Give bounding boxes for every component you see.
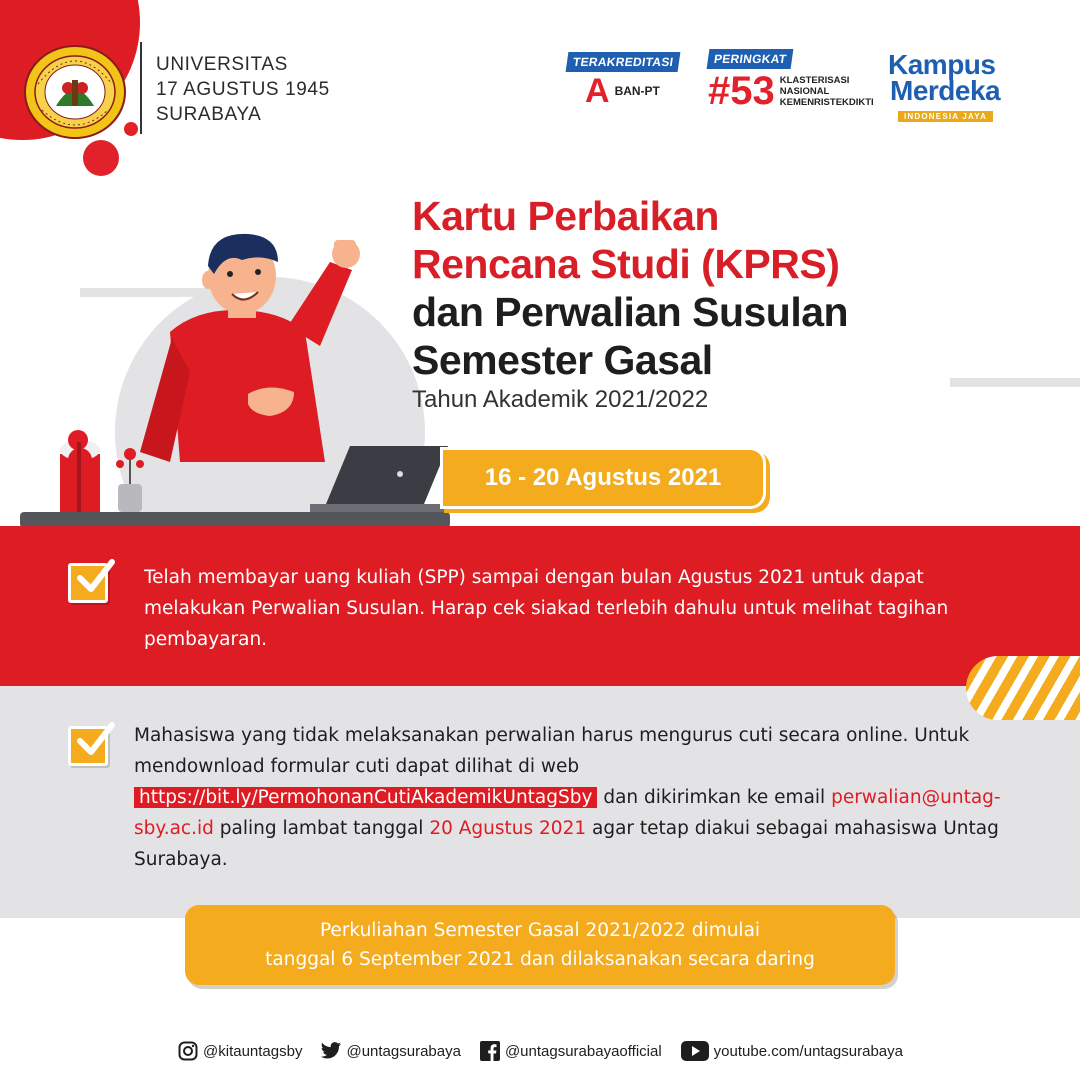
university-name-line: SURABAYA bbox=[156, 104, 262, 125]
instagram-handle: @kitauntagsby bbox=[203, 1042, 303, 1060]
ranking-badge bbox=[708, 48, 874, 113]
logo-divider bbox=[140, 42, 142, 134]
youtube-handle: youtube.com/untagsurabaya bbox=[713, 1042, 903, 1060]
decor-dot bbox=[124, 122, 138, 136]
university-name bbox=[156, 52, 330, 127]
university-name-line: UNIVERSITAS bbox=[156, 54, 288, 75]
twitter-icon bbox=[320, 1040, 342, 1062]
instagram-link[interactable] bbox=[177, 1040, 302, 1062]
accreditation-badge bbox=[567, 52, 679, 108]
requirement-payment-text: Telah membayar uang kuliah (SPP) sampai dengan bulan Agustus 2021 untuk dapat melakukan Perwalian Susulan. Harap cek siakad terlebih dahulu untuk melihat tagihan pembayaran. bbox=[144, 567, 949, 650]
ranking-tag: PERINGKAT bbox=[707, 49, 794, 69]
kampus-merdeka-word: Kampus bbox=[888, 49, 996, 80]
leave-form-link[interactable]: https://bit.ly/PermohonanCutiAkademikUntagSby bbox=[134, 787, 597, 808]
facebook-handle: @untagsurabayaofficial bbox=[504, 1042, 662, 1060]
accreditation-grade: A bbox=[585, 72, 610, 110]
notice-line: tanggal 6 September 2021 dan dilaksanakan secara daring bbox=[265, 949, 815, 970]
accreditation-body: BAN-PT bbox=[614, 83, 660, 98]
kampus-merdeka-word: Merdeka bbox=[890, 75, 1001, 106]
academic-year: Tahun Akademik 2021/2022 bbox=[412, 386, 709, 413]
leave-text-part: agar tetap diakui sebagai mahasiswa Untag Surabaya. bbox=[134, 818, 999, 870]
email-link[interactable]: perwalian@untag-sby.ac.id bbox=[134, 787, 1001, 839]
ranking-value: #53 bbox=[708, 69, 775, 113]
ranking-desc: KEMENRISTEKDIKTI bbox=[779, 96, 874, 108]
facebook-link[interactable] bbox=[479, 1040, 662, 1062]
kampus-merdeka-sub: INDONESIA JAYA bbox=[898, 111, 993, 122]
deadline-date: 20 Agustus 2021 bbox=[429, 818, 587, 839]
leave-text-part: Mahasiswa yang tidak melaksanakan perwalian harus mengurus cuti secara online. Untuk mendownload formular cuti dapat dilihat di web bbox=[134, 725, 970, 777]
kampus-merdeka-logo bbox=[888, 49, 1001, 123]
university-seal-logo bbox=[24, 44, 126, 140]
notice-line: Perkuliahan Semester Gasal 2021/2022 dimulai bbox=[319, 920, 761, 941]
youtube-link[interactable] bbox=[680, 1040, 903, 1062]
title-line: Rencana Studi (KPRS) bbox=[412, 241, 840, 287]
social-footer bbox=[0, 1034, 1080, 1068]
ranking-desc: KLASTERISASI bbox=[779, 74, 850, 86]
student-illustration bbox=[20, 222, 450, 528]
youtube-icon bbox=[680, 1040, 710, 1062]
twitter-link[interactable] bbox=[320, 1040, 460, 1062]
semester-start-notice bbox=[185, 905, 895, 985]
ranking-desc: NASIONAL bbox=[779, 85, 830, 97]
leave-text-part: paling lambat tanggal bbox=[219, 818, 424, 839]
title-line: Semester Gasal bbox=[412, 337, 713, 383]
date-range-badge: 16 - 20 Agustus 2021 bbox=[440, 447, 766, 509]
twitter-handle: @untagsurabaya bbox=[346, 1042, 461, 1060]
checkbox-icon bbox=[68, 726, 108, 766]
facebook-icon bbox=[479, 1040, 501, 1062]
title-line: Kartu Perbaikan bbox=[412, 193, 719, 239]
striped-decoration bbox=[966, 656, 1080, 720]
university-name-line: 17 AGUSTUS 1945 bbox=[156, 79, 330, 100]
requirement-leave-text bbox=[134, 720, 1034, 875]
leave-text-part: dan dikirimkan ke email bbox=[603, 787, 826, 808]
title-line: dan Perwalian Susulan bbox=[412, 289, 849, 335]
page-title bbox=[412, 192, 1052, 384]
instagram-icon bbox=[177, 1040, 199, 1062]
checkbox-icon bbox=[68, 563, 108, 603]
accreditation-tag: TERAKREDITASI bbox=[566, 52, 681, 72]
decor-dot bbox=[83, 140, 119, 176]
